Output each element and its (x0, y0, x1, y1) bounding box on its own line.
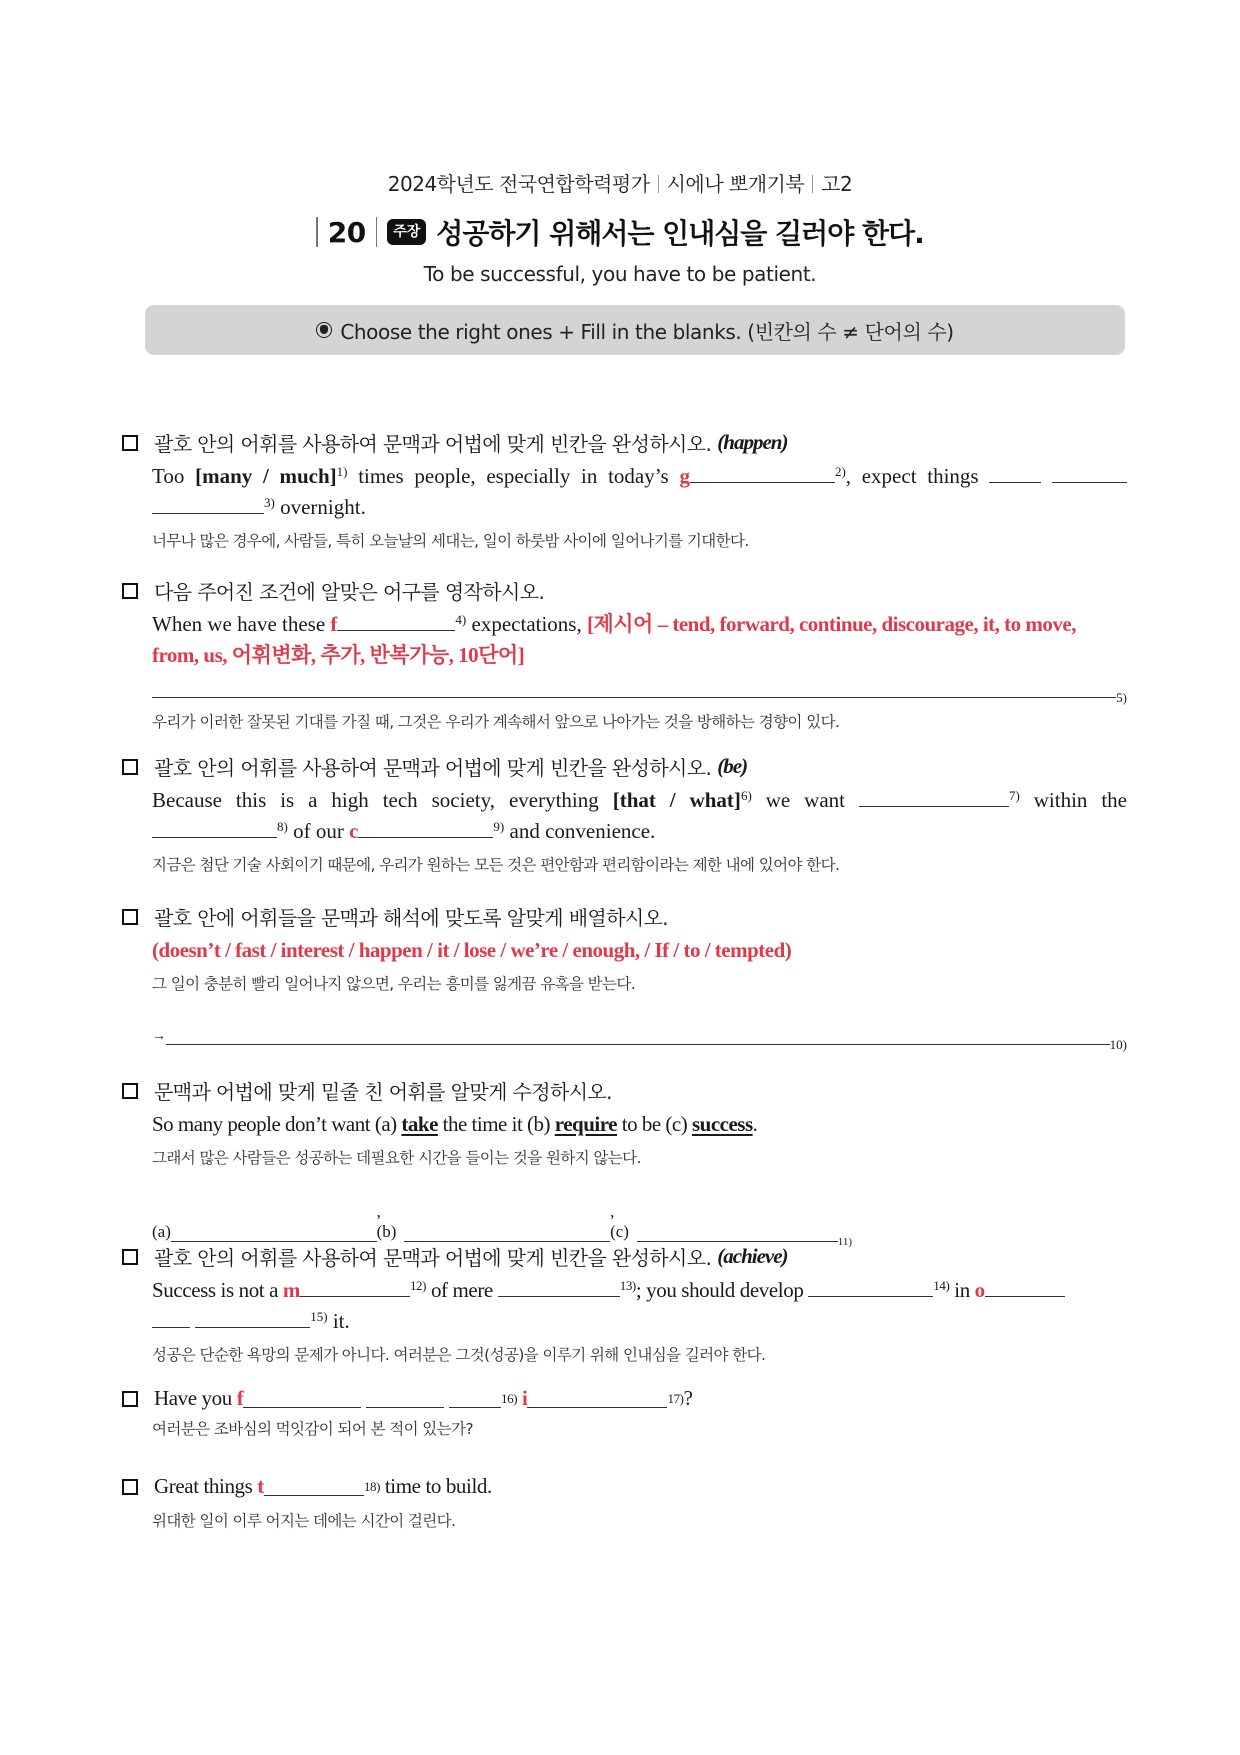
subtitle: To be successful, you have to be patient. (423, 262, 817, 286)
question-prompt: 문맥과 어법에 맞게 밑줄 친 어휘를 알맞게 수정하시오. (154, 1080, 612, 1104)
translation: 여러분은 조바심의 먹잇감이 되어 본 적이 있는가? (152, 1420, 474, 1438)
arrow-icon: → (152, 1029, 166, 1044)
condition: [제시어 – tend, forward, continue, discourage, it, to move, (586, 612, 1076, 636)
answer-c[interactable] (637, 1223, 838, 1242)
question-3: 괄호 안의 어휘를 사용하여 문맥과 어법에 맞게 빈칸을 완성하시오. (be) Because this is a high tech society, everything [that / what]$^{6)}$ we want $^{7)}$ within the $^{8)}$ of our c $^{9)}$ and convenience. 지금은 첨단 기술 사회이기 때문에, 우리가 원하는 모든 것은 편안함과 편리함이라는 제한 내에 있어야 한다. (122, 752, 1127, 875)
question-prompt: 괄호 안에 어휘들을 문맥과 해석에 맞도록 알맞게 배열하시오. (154, 906, 669, 930)
blank-14[interactable] (808, 1278, 933, 1297)
book-name: 시에나 뽀개기북 (666, 172, 805, 196)
question-sentence: Because this is a high tech society, everything [that / what]$^{6)}$ we want $^{7)}$ within the (152, 788, 1128, 812)
blank-17[interactable] (527, 1389, 667, 1408)
title-text: 성공하기 위해서는 인내심을 길러야 한다. (436, 217, 924, 250)
blank-16a[interactable] (243, 1389, 361, 1408)
blank-16c[interactable] (449, 1389, 501, 1408)
blank-15a[interactable] (985, 1278, 1065, 1297)
question-5: 문맥과 어법에 맞게 밑줄 친 어휘를 알맞게 수정하시오. So many people don’t want (a) take the time it (b) require to be (c) success. 그래서 많은 사람들은 성공하는 데필요한 시간을 들이는 것을 원하지 않는다. (a) , (b) , (c) 11) (122, 1076, 1127, 1242)
blank-3a[interactable] (989, 464, 1041, 483)
hint-word: (be) (717, 754, 748, 778)
divider (316, 217, 318, 247)
underlined-word-a: take (401, 1112, 438, 1136)
blank-4[interactable] (337, 612, 455, 631)
grade: 고2 (821, 172, 853, 196)
answer-line-5[interactable] (152, 681, 1116, 698)
checkbox[interactable] (122, 1083, 138, 1099)
translation: 너무나 많은 경우에, 사람들, 특히 오늘날의 세대는, 일이 하룻밤 사이에 일어나기를 기대한다. (152, 532, 749, 550)
divider (812, 175, 813, 193)
question-8: Great things t 18) time to build. 위대한 일이 이루 어지는 데에는 시간이 걸린다. (122, 1474, 1127, 1531)
checkbox[interactable] (122, 759, 138, 775)
hint-letter: c (349, 819, 359, 843)
question-2: 다음 주어진 조건에 알맞은 어구를 영작하시오. When we have these f $^{4)}$ expectations, [제시어 – tend, forward, continue, discourage, it, to move, from, us, 어휘변화, 추가, 반복가능, 10단어] 5) 우리가 이러한 잘못된 기대를 가질 때, 그것은 우리가 계속해서 앞으로 나아가는 것을 방해하는 경향이 있다. (122, 576, 1127, 732)
page-title (0, 212, 1240, 252)
underlined-word-b: require (554, 1112, 617, 1136)
hint-letter: t (257, 1474, 264, 1498)
translation: 우리가 이러한 잘못된 기대를 가질 때, 그것은 우리가 계속해서 앞으로 나아가는 것을 방해하는 경향이 있다. (152, 713, 840, 731)
hint-letter: f (236, 1386, 244, 1410)
question-prompt: 괄호 안의 어휘를 사용하여 문맥과 어법에 맞게 빈칸을 완성하시오. (154, 432, 712, 456)
question-1: 괄호 안의 어휘를 사용하여 문맥과 어법에 맞게 빈칸을 완성하시오. (happen) Too [many / much]$^{1)}$ times people, especially in today’s g $^{2)}$, expect things $^{3)}$ overnight. 너무나 많은 경우에, 사람들, 특히 오늘날의 세대는, 일이 하룻밤 사이에 일어나기를 기대한다. (122, 428, 1127, 551)
question-prompt: 괄호 안의 어휘를 사용하여 문맥과 어법에 맞게 빈칸을 완성하시오. (154, 1246, 712, 1270)
question-prompt: 다음 주어진 조건에 알맞은 어구를 영작하시오. (154, 580, 545, 604)
blank-12[interactable] (300, 1278, 410, 1297)
checkbox[interactable] (122, 435, 138, 451)
exam-name: 2024학년도 전국연합학력평가 (387, 172, 650, 196)
translation: 그 일이 충분히 빨리 일어나지 않으면, 우리는 흥미를 잃게끔 유혹을 받는다. (152, 975, 636, 993)
condition: from, us, 어휘변화, 추가, 반복가능, 10단어] (152, 643, 525, 667)
hint-word: (happen) (717, 430, 788, 454)
category-badge: 주장 (387, 219, 426, 245)
divider (658, 175, 659, 193)
answer-b[interactable] (404, 1223, 610, 1242)
divider (376, 217, 378, 247)
word-bank: (doesn’t / fast / interest / happen / it / lose / we’re / enough, / If / to / tempted) (152, 938, 792, 962)
question-sentence: When we have these f $^{4)}$ expectations, [제시어 – tend, forward, continue, discourage, it, to move, (152, 612, 1076, 636)
checkbox[interactable] (122, 583, 138, 599)
underlined-word-c: success (691, 1112, 753, 1136)
instruction-bar (145, 305, 1125, 355)
question-sentence: Too [many / much]$^{1)}$ times people, especially in today’s g $^{2)}$, expect things (152, 461, 1127, 492)
blank-9[interactable] (358, 819, 493, 838)
answer-a[interactable] (171, 1223, 377, 1242)
hint-letter: m (282, 1278, 300, 1302)
question-sentence: Success is not a m $^{12)}$ of mere $^{13)}$; you should develop $^{14)}$ in o (152, 1275, 1127, 1306)
translation: 성공은 단순한 욕망의 문제가 아니다. 여러분은 그것(성공)을 이루기 위해 인내심을 길러야 한다. (152, 1346, 766, 1364)
hint-word: (achieve) (717, 1244, 788, 1268)
blank-13[interactable] (498, 1278, 620, 1297)
choice-bracket[interactable]: [that / what] (612, 788, 741, 812)
hand-stop-icon (316, 322, 332, 338)
hint-letter: i (522, 1386, 528, 1410)
checkbox[interactable] (122, 909, 138, 925)
translation: 그래서 많은 사람들은 성공하는 데필요한 시간을 들이는 것을 원하지 않는다. (152, 1149, 641, 1167)
hint-letter: g (679, 464, 690, 488)
blank-3c[interactable] (152, 495, 264, 514)
choice-bracket[interactable]: [many / much] (195, 464, 337, 488)
instruction-text: Choose the right ones + Fill in the blanks. (빈칸의 수 ≠ 단어의 수) (340, 319, 954, 344)
blank-15b[interactable] (152, 1309, 190, 1328)
checkbox[interactable] (122, 1479, 138, 1495)
question-sentence: So many people don’t want (a) take the time it (b) require to be (c) success. (152, 1112, 758, 1136)
question-number: 20 (327, 215, 366, 249)
checkbox[interactable] (122, 1391, 138, 1407)
question-6: 괄호 안의 어휘를 사용하여 문맥과 어법에 맞게 빈칸을 완성하시오. (achieve) Success is not a m $^{12)}$ of mere $^{13)}$; you should develop $^{14)}$ in o $^{15)}$ it. 성공은 단순한 욕망의 문제가 아니다. 여러분은 그것(성공)을 이루기 위해 인내심을 길러야 한다. (122, 1242, 1127, 1365)
hint-letter: f (330, 612, 338, 636)
blank-2[interactable] (690, 464, 835, 483)
blank-15c[interactable] (195, 1309, 310, 1328)
question-7: Have you f 16) i 17) ? 여러분은 조바심의 먹잇감이 되어 본 적이 있는가? (122, 1386, 1127, 1439)
answer-line-10[interactable] (166, 1028, 1110, 1045)
translation: 위대한 일이 이루 어지는 데에는 시간이 걸린다. (152, 1512, 456, 1530)
blank-18[interactable] (264, 1477, 364, 1496)
translation: 지금은 첨단 기술 사회이기 때문에, 우리가 원하는 모든 것은 편안함과 편리함이라는 제한 내에 있어야 한다. (152, 856, 840, 874)
exam-info (0, 168, 1240, 197)
blank-7[interactable] (859, 788, 1009, 807)
question-4: 괄호 안에 어휘들을 문맥과 해석에 맞도록 알맞게 배열하시오. (doesn’t / fast / interest / happen / it / lose / we’re / enough, / If / to / tempted) 그 일이 충분히 빨리 일어나지 않으면, 우리는 흥미를 잃게끔 유혹을 받는다. → 10) (122, 902, 1127, 1045)
hint-letter: o (974, 1278, 985, 1302)
question-prompt: 괄호 안의 어휘를 사용하여 문맥과 어법에 맞게 빈칸을 완성하시오. (154, 756, 712, 780)
blank-3b[interactable] (1052, 464, 1127, 483)
checkbox[interactable] (122, 1249, 138, 1265)
blank-8[interactable] (152, 819, 277, 838)
blank-16b[interactable] (366, 1389, 444, 1408)
